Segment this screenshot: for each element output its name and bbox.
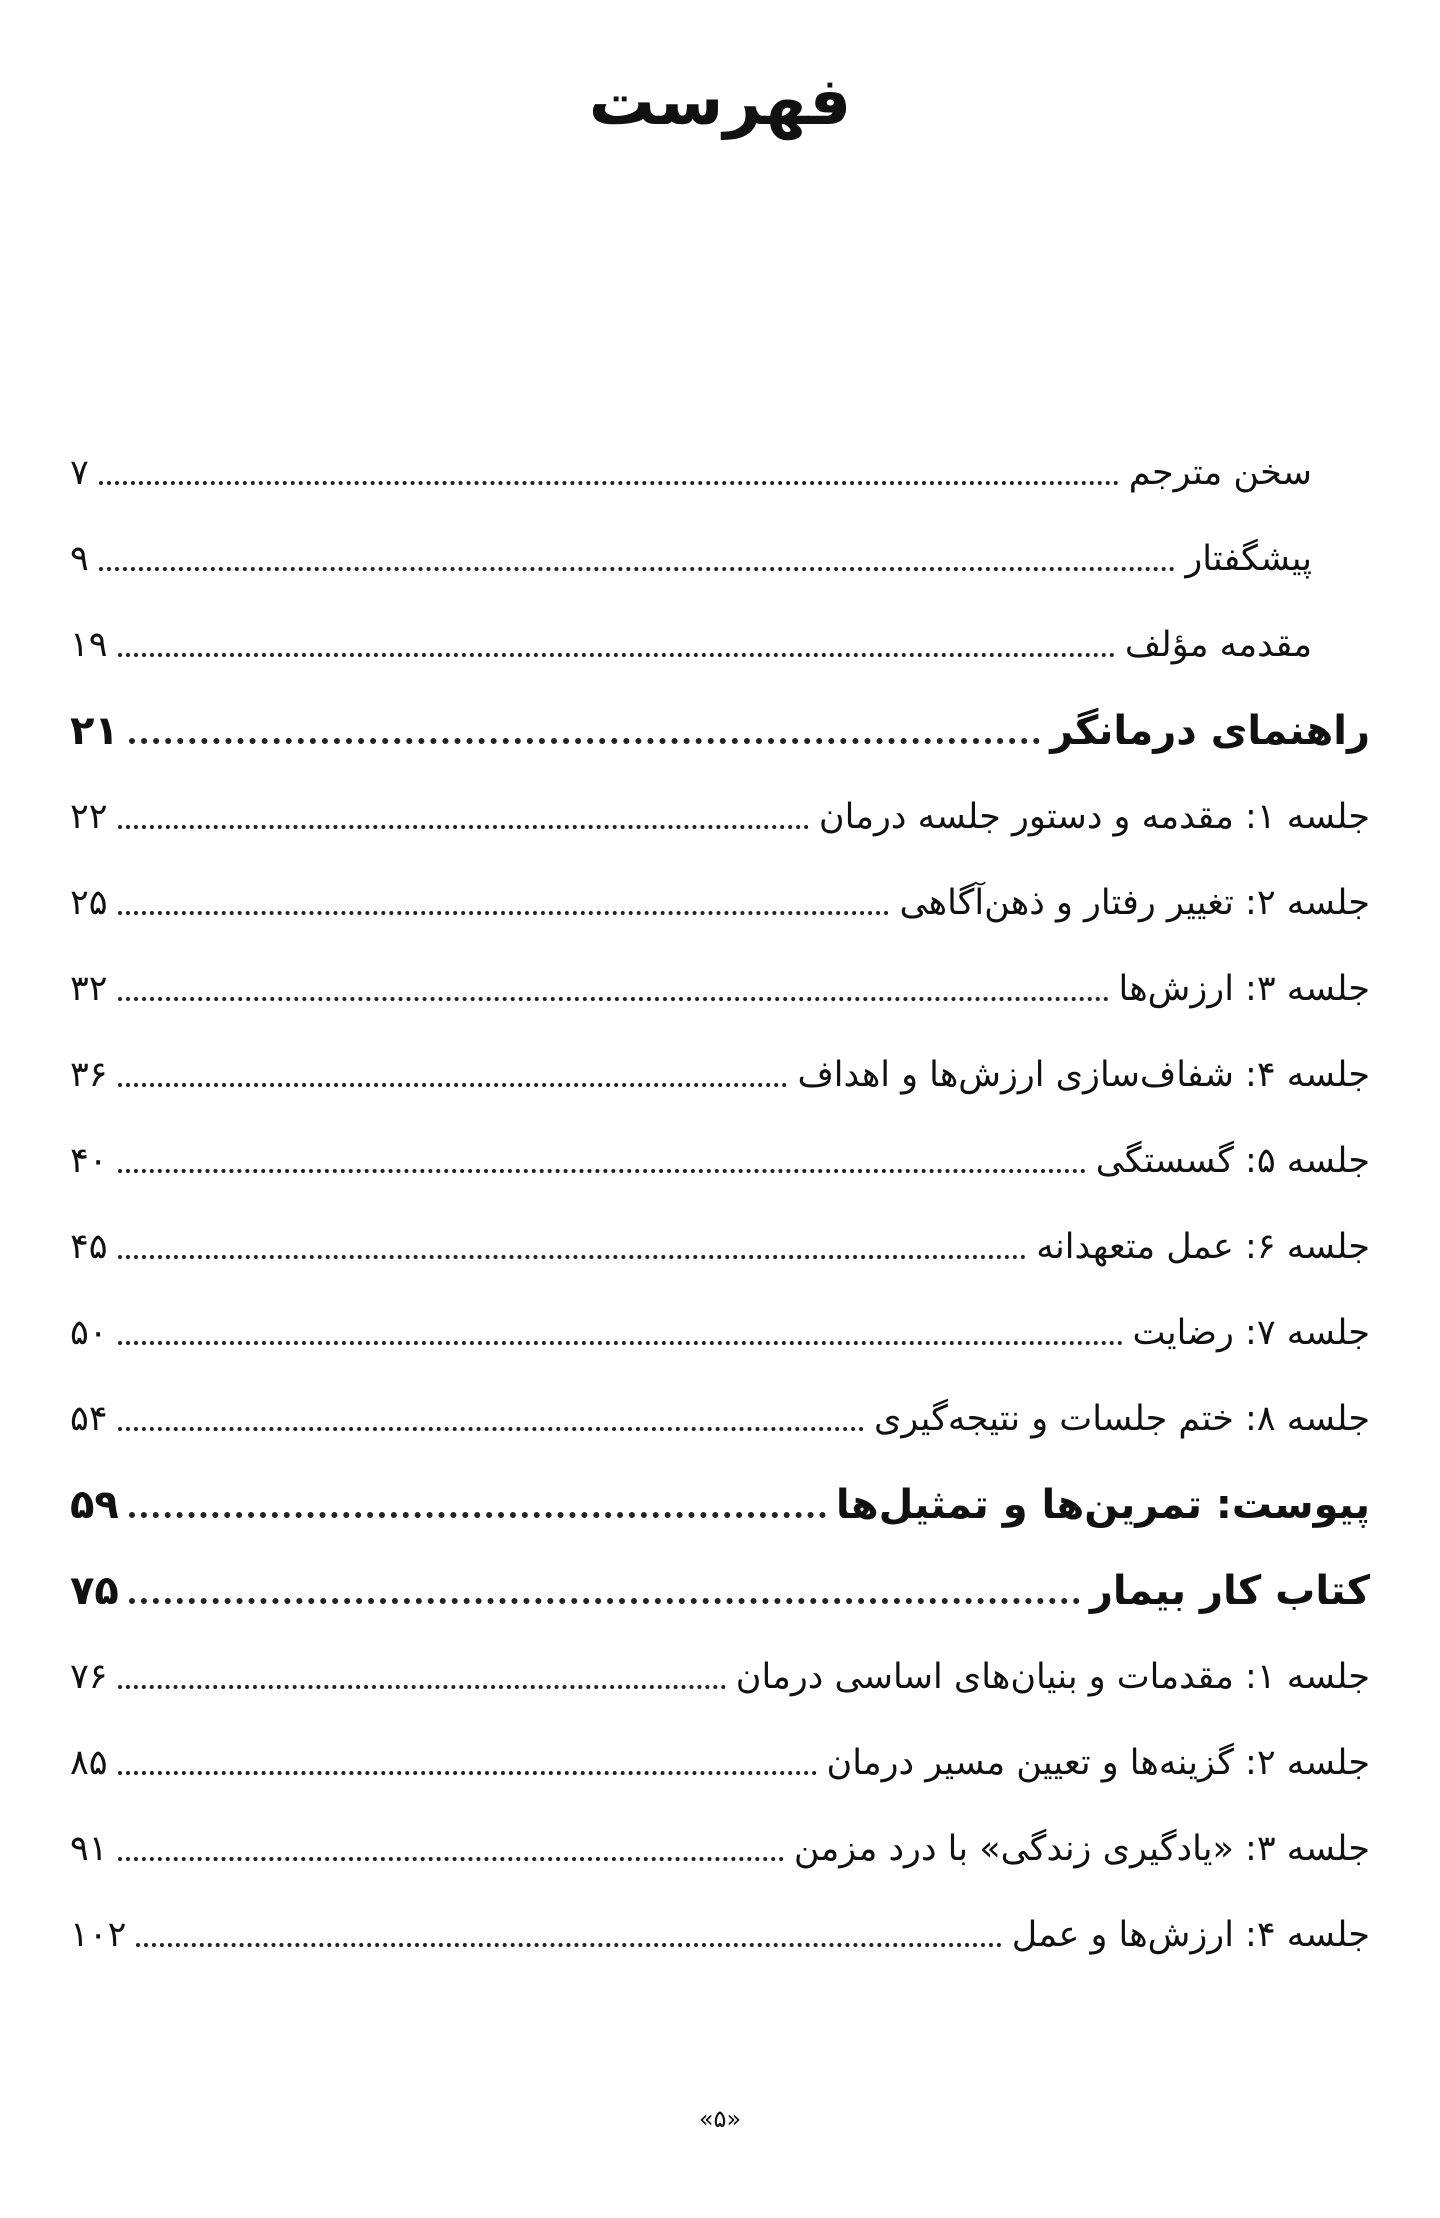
toc-entry-title: سخن مترجم [1128,453,1312,493]
toc-entry[interactable] [70,1118,1370,1204]
dot-leader [118,1427,864,1431]
dot-leader [99,481,1119,485]
toc-entry-title: جلسه ۷: رضایت [1132,1313,1370,1353]
toc-entry-page: ۵۰ [70,1313,108,1353]
toc-entry-page: ۸۵ [70,1743,108,1783]
toc-entry-page: ۹۱ [70,1829,108,1869]
toc-entry-page: ۳۶ [70,1055,108,1095]
toc-entry-page: ۱۰۲ [70,1915,127,1955]
toc-entry[interactable] [70,516,1370,602]
toc-entry[interactable] [70,602,1370,688]
toc-entry-page: ۳۲ [70,969,108,1009]
dot-leader [118,997,1109,1001]
toc-entry-page: ۴۰ [70,1141,108,1181]
toc-entry-title: مقدمه مؤلف [1124,625,1312,665]
dot-leader [129,1598,1080,1604]
toc-entry-page: ۷۵ [70,1568,119,1614]
dot-leader [118,653,1115,657]
toc-entry-page: ۹ [70,539,89,579]
toc-entry-title: جلسه ۴: شفاف‌سازی ارزش‌ها و اهداف [797,1055,1370,1095]
dot-leader [118,1685,726,1689]
toc-entry-title: جلسه ۳: «یادگیری زندگی» با درد مزمن [793,1829,1370,1869]
toc-entry-title: کتاب کار بیمار [1089,1568,1370,1614]
toc-entry-page: ۵۴ [70,1399,108,1439]
toc-entry[interactable] [70,1204,1370,1290]
dot-leader [118,1083,788,1087]
toc-entry-title: جلسه ۲: تغییر رفتار و ذهن‌آگاهی [899,883,1370,923]
table-of-contents [70,430,1370,1978]
dot-leader [129,1512,826,1518]
toc-entry-title: پیوست: تمرین‌ها و تمثیل‌ها [835,1482,1370,1528]
toc-entry-title: پیشگفتار [1185,539,1312,579]
toc-entry[interactable] [70,860,1370,946]
dot-leader [118,1857,784,1861]
page-number: «۵» [698,2105,742,2133]
toc-entry[interactable] [70,946,1370,1032]
dot-leader [118,825,809,829]
toc-part-heading[interactable] [70,1548,1370,1634]
toc-entry-page: ۵۹ [70,1482,119,1528]
toc-entry[interactable] [70,774,1370,860]
toc-entry[interactable] [70,1634,1370,1720]
toc-part-heading[interactable] [70,1462,1370,1548]
toc-entry-page: ۲۱ [70,708,119,754]
toc-entry[interactable] [70,1720,1370,1806]
toc-entry[interactable] [70,1290,1370,1376]
dot-leader [118,911,890,915]
toc-entry-page: ۴۵ [70,1227,108,1267]
toc-entry-page: ۷۶ [70,1657,108,1697]
toc-entry-page: ۲۲ [70,797,108,837]
dot-leader [118,1169,1086,1173]
toc-entry-title: راهنمای درمانگر [1050,708,1370,754]
toc-entry-title: جلسه ۴: ارزش‌ها و عمل [1011,1915,1370,1955]
toc-entry[interactable] [70,430,1370,516]
toc-entry[interactable] [70,1806,1370,1892]
dot-leader [129,738,1040,744]
toc-entry[interactable] [70,1892,1370,1978]
toc-entry-title: جلسه ۸: ختم جلسات و نتیجه‌گیری [873,1399,1370,1439]
toc-entry-page: ۷ [70,453,89,493]
page-title: فهرست [588,63,852,140]
dot-leader [118,1255,1027,1259]
toc-entry-title: جلسه ۳: ارزش‌ها [1118,969,1370,1009]
toc-entry-title: جلسه ۶: عمل متعهدانه [1036,1227,1370,1267]
dot-leader [136,1943,1001,1947]
toc-entry-title: جلسه ۲: گزینه‌ها و تعیین مسیر درمان [826,1743,1370,1783]
toc-entry[interactable] [70,1376,1370,1462]
toc-entry-title: جلسه ۵: گسستگی [1095,1141,1370,1181]
toc-entry-page: ۱۹ [70,625,108,665]
dot-leader [118,1771,817,1775]
dot-leader [118,1341,1123,1345]
toc-entry-title: جلسه ۱: مقدمات و بنیان‌های اساسی درمان [735,1657,1370,1697]
dot-leader [99,567,1176,571]
toc-part-heading[interactable] [70,688,1370,774]
toc-entry-page: ۲۵ [70,883,108,923]
toc-entry[interactable] [70,1032,1370,1118]
toc-entry-title: جلسه ۱: مقدمه و دستور جلسه درمان [818,797,1370,837]
